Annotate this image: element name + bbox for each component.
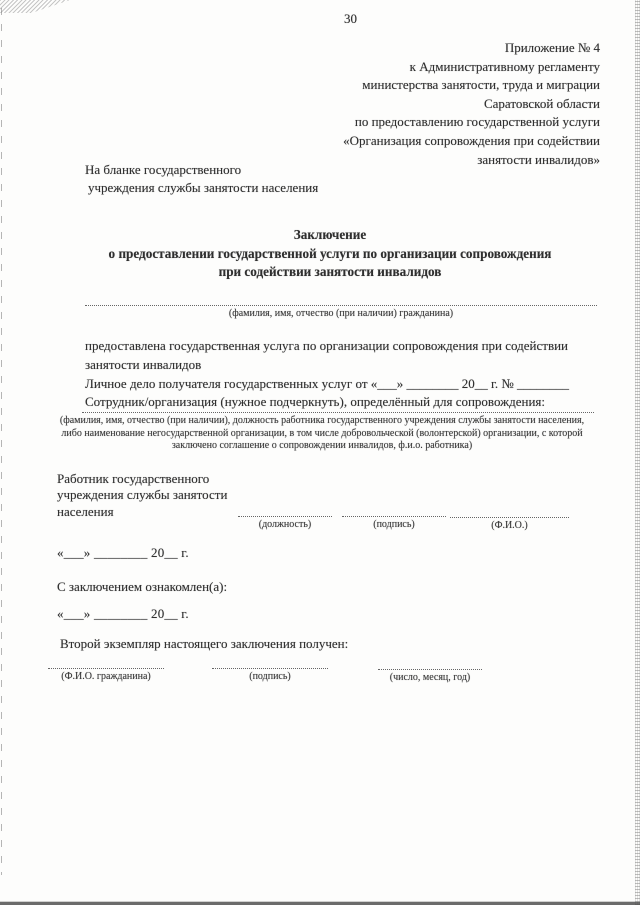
document-title	[30, 226, 630, 282]
citizen-name-caption: (фамилия, имя, отчество (при наличии) гражданина)	[228, 308, 454, 319]
letterhead-line: На бланке государственного	[85, 162, 242, 177]
signer-line: населения	[57, 503, 114, 519]
header-line: по предоставлению государственной услуги	[354, 114, 600, 130]
header-line: Приложение № 4	[504, 40, 600, 55]
header-line: «Организация сопровождения при содействии	[343, 132, 600, 148]
signature-caption: (Ф.И.О. гражданина)	[61, 671, 151, 682]
worker-name-field	[50, 404, 594, 453]
signature-caption: (Ф.И.О.)	[491, 520, 528, 531]
citizen-name-field	[85, 294, 597, 321]
signature-blank-line	[378, 659, 482, 670]
appendix-header	[180, 39, 600, 169]
title-line: о предоставлении государственной услуги по организации сопровождения	[108, 245, 552, 261]
signature-cell-position	[238, 506, 332, 531]
header-line: к Административному регламенту	[409, 58, 600, 74]
signer-line: учреждения службы занятости	[57, 487, 228, 503]
letterhead-line: учреждения службы занятости населения	[88, 180, 319, 195]
body-line: Сотрудник/организация (нужное подчеркнуть), определённый для сопровождения:	[85, 394, 546, 410]
signature-caption: (число, месяц, год)	[389, 672, 471, 683]
title-line: при содействии занятости инвалидов	[218, 264, 442, 279]
citizen-name-blank-line	[85, 294, 597, 306]
date-blank-line-2: «___» ________ 20__ г.	[57, 606, 189, 621]
signature-cell-signature	[342, 506, 446, 531]
signature-blank-line	[48, 658, 164, 669]
signature-cell-date	[378, 659, 482, 684]
signature-blank-line	[342, 506, 446, 517]
scan-artifact-right-edge	[635, 0, 640, 905]
worker-name-blank-line	[82, 404, 594, 413]
scan-artifact-left-edge	[1, 8, 2, 875]
body-line: предоставлена государственная услуга по организации сопровождения при содействии	[85, 338, 568, 353]
date-blank-line-1: «___» ________ 20__ г.	[57, 545, 189, 560]
signature-caption: (подпись)	[249, 671, 291, 682]
body-line: Личное дело получателя государственных услуг от «___» ________ 20__ г. № ________	[85, 375, 570, 391]
body-line: занятости инвалидов	[85, 356, 202, 372]
worker-name-caption: (фамилия, имя, отчество (при наличии), должность работника государственного учреждения службы занятости населения, либо наименование негосударственной организации, в том числе добровольческой (волонтерской) организации, с которой заключено соглашение о сопровождении инвалидов, ф.и.о. работника)	[59, 415, 585, 451]
page-number: 30	[344, 11, 357, 26]
letterhead-note	[85, 161, 318, 197]
title-line: Заключение	[293, 227, 367, 242]
signature-caption: (должность)	[258, 519, 312, 530]
scan-artifact-top-left	[0, 0, 70, 13]
header-line: министерства занятости, труда и миграции	[362, 77, 600, 93]
signature-cell-fullname	[450, 507, 569, 532]
signature-blank-line	[212, 658, 328, 669]
acknowledgement-line: С заключением ознакомлен(а):	[57, 579, 228, 594]
signature-caption: (подпись)	[373, 519, 415, 530]
signature-blank-line	[450, 507, 569, 518]
header-line: Саратовской области	[483, 95, 600, 111]
signer-line: Работник государственного	[57, 471, 210, 486]
body-paragraph	[85, 337, 603, 412]
signature-blank-line	[238, 506, 332, 517]
signer-title-block	[57, 471, 227, 520]
signature-cell-signature-2	[212, 658, 328, 683]
signature-cell-citizen-name	[48, 658, 164, 683]
header-line: занятости инвалидов»	[477, 151, 600, 167]
second-copy-line: Второй экземпляр настоящего заключения получен:	[60, 636, 349, 651]
